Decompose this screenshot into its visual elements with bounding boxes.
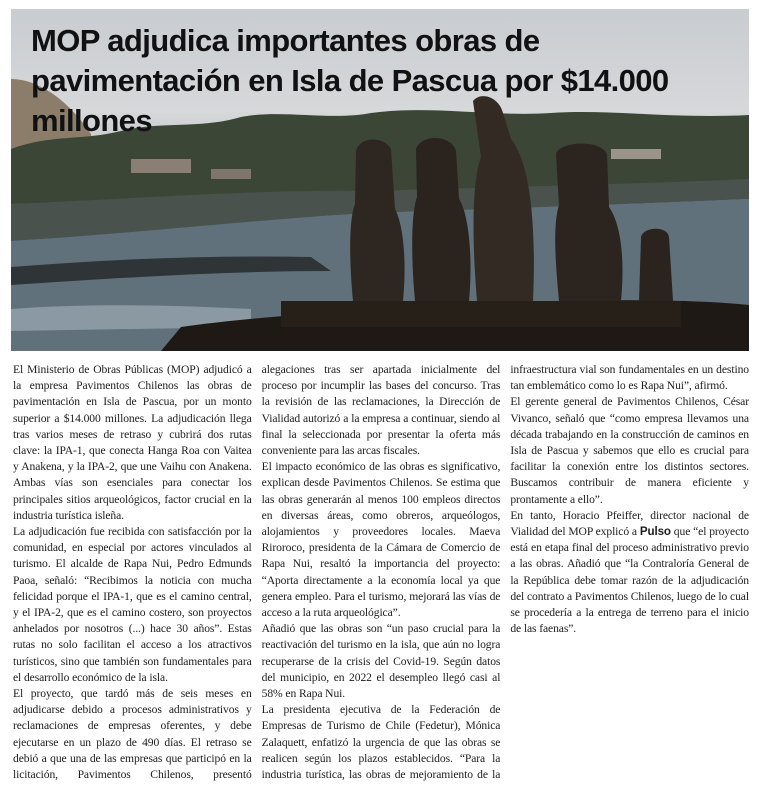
article-paragraph: La adjudicación fue recibida con satisfacción por la comunidad, en especial por actores vinculados al turismo. El alcalde de Rapa Nui, Pedro Edmunds Paoa, señaló: “Recibimos la noticia con mucha felicidad porque el IPA-1, que es el camino central, y el IPA-2, que es el camino costero, son proyectos anhelados por nosotros (...) hace 30 años”. Estas rutas no solo facilitan el acceso a los atractivos turísticos, sino que también son fundamentales para el desarrollo económico de la isla. <box>13 525 252 684</box>
article-paragraph: Añadió que las obras son “un paso crucial para la reactivación del turismo en la isla, que aún no logra recuperarse de la crisis del Covid-19. Según datos del municipio, en 2022 el desempleo llegó casi al 58% en Rapa Nui. <box>261 622 501 701</box>
hero-photo <box>11 9 749 351</box>
article-paragraph: El Ministerio de Obras Públicas (MOP) adjudicó a la empresa Pavimentos Chilenos las obras de pavimentación en Isla de Pascua, por un monto superior a $14.000 millones. La adjudicación llega tras varios meses de retraso y cubrirá dos rutas clave: la IPA-1, que conecta Hanga Roa con Vaitea y Anakena, y la IPA-2, que une Vaihu con Anakena. Ambas vías son esenciales para conectar los principales sitios arqueológicos, factor crucial en la industria turística isleña. <box>13 363 252 522</box>
article-body <box>13 362 749 790</box>
paragraph-text-before: En tanto, Horacio Pfeiffer, director nacional de Vialidad del MOP explicó a <box>510 508 749 539</box>
article-paragraph: El gerente general de Pavimentos Chilenos, César Vivanco, señaló que “como empresa llevamos una década trabajando en la construcción de caminos en Isla de Pascua y sabemos que ello es crucial para facilitar la conexión entre los distintos sectores. Buscamos contribuir de manera eficiente y prontamente a ello”. <box>510 395 749 506</box>
article-paragraph: La presidenta ejecutiva de la Federación de Empresas de Turismo de Chile (Fedetur), Mónica Zalaquett, enfatizó la urgencia de que las obras se realicen según los plazos establecidos. “Para la industria turística, las obras de mejoramiento de la infraestructura vial son fundamentales en un destino tan emblemático como lo es Rapa Nui”, afirmó. <box>261 363 749 782</box>
article-headline: MOP adjudica importantes obras de pavimentación en Isla de Pascua por $14.000 millones <box>31 23 669 138</box>
paragraph-text-after: que “el proyecto está en etapa final del proceso administrativo previo a las obras. Añadió que “la Contraloría General de la República debe tomar razón de la adjudicación del contrato a Pavimentos Chilenos, luego de lo cual se procedería a la entrega de terreno para el inicio de las faenas”. <box>510 525 749 636</box>
article-paragraph: El impacto económico de las obras es significativo, explican desde Pavimentos Chilenos. Se estima que las obras generarán al menos 100 empleos directos en diversas áreas, como obreros, arqueólogos, alojamientos y proveedores locales. Maeva Riroroco, presidenta de la Cámara de Comercio de Rapa Nui, resaltó la importancia del proyecto: “Aporta directamente a la economía local ya que genera empleo. Para el turismo, mejorará las vías de acceso a la ruta arqueológica”. <box>261 460 501 620</box>
moai-statue-5 <box>639 229 673 301</box>
newspaper-name-pulso: Pulso <box>639 525 671 539</box>
article-paragraph: El proyecto, que tardó más de seis meses en adjudicarse debido a procesos administrativos y reclamaciones de empresas oferentes, y debe ejecutarse en un plazo de 490 días. El retraso se debió a que una de las empresas que participó en la licitación, Pavimentos Chilenos, presentó alegaciones tras ser apartada inicialmente del proceso por incumplir las bases del concurso. Tras la revisión de las reclamaciones, la Dirección de Vialidad autorizó a la empresa a continuar, siendo al final la seleccionada por presentar la oferta más conveniente para las arcas fiscales. <box>13 363 501 782</box>
article-paragraph-last <box>510 508 749 638</box>
